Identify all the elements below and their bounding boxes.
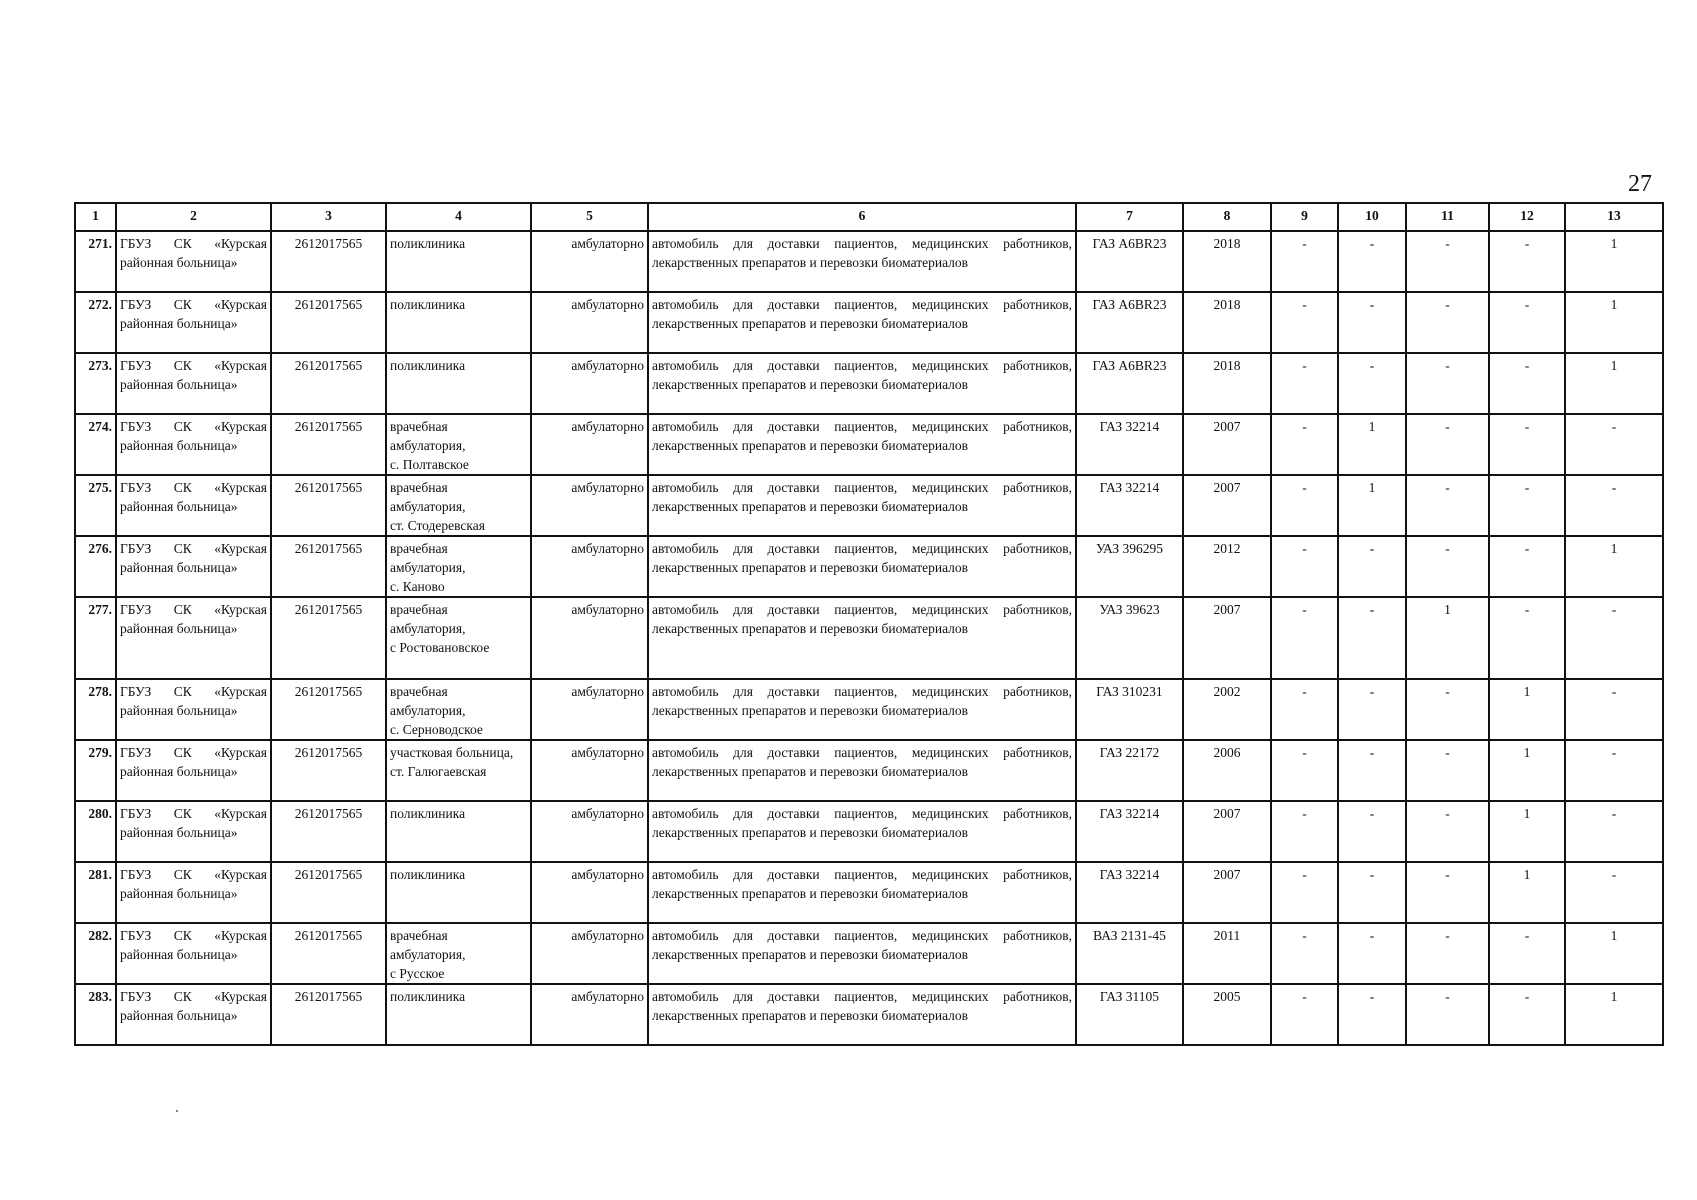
unit-line: врачебная xyxy=(390,928,448,943)
column-header: 1 xyxy=(75,203,116,231)
unit-cell xyxy=(386,801,531,862)
count-cell-9: - xyxy=(1271,740,1338,801)
vehicle-purpose-cell xyxy=(648,679,1076,740)
vehicle-purpose-line: лекарственных препаратов и перевозки биоматериалов xyxy=(652,703,969,718)
unit-line: амбулатория, xyxy=(390,947,466,962)
organization-cell xyxy=(116,679,271,740)
count-cell-10: - xyxy=(1338,740,1406,801)
vehicle-model-cell: УАЗ 396295 xyxy=(1076,536,1183,597)
table-row xyxy=(75,231,1663,292)
unit-cell xyxy=(386,740,531,801)
count-cell-12: - xyxy=(1489,536,1565,597)
vehicle-purpose-line: лекарственных препаратов и перевозки биоматериалов xyxy=(652,560,969,575)
unit-line: поликлиника xyxy=(390,989,466,1004)
count-cell-12: 1 xyxy=(1489,679,1565,740)
vehicle-model-cell: ГАЗ 32214 xyxy=(1076,414,1183,475)
count-cell-11: 1 xyxy=(1406,597,1489,679)
row-number: 276. xyxy=(75,536,116,597)
vehicle-model-cell: ГАЗ 32214 xyxy=(1076,862,1183,923)
vehicle-purpose-line: автомобиль для доставки пациентов, медицинских работников, xyxy=(652,867,1072,882)
vehicle-year-cell: 2007 xyxy=(1183,414,1271,475)
table-row xyxy=(75,597,1663,679)
column-header: 8 xyxy=(1183,203,1271,231)
unit-line: врачебная xyxy=(390,419,448,434)
count-cell-13: - xyxy=(1565,740,1663,801)
column-header: 11 xyxy=(1406,203,1489,231)
row-number: 278. xyxy=(75,679,116,740)
vehicle-year-cell: 2018 xyxy=(1183,292,1271,353)
count-cell-9: - xyxy=(1271,231,1338,292)
unit-line: с. Каново xyxy=(390,579,445,594)
count-cell-10: - xyxy=(1338,862,1406,923)
unit-line: врачебная xyxy=(390,480,448,495)
count-cell-10: - xyxy=(1338,597,1406,679)
row-number: 280. xyxy=(75,801,116,862)
unit-line: поликлиника xyxy=(390,297,466,312)
inn-cell: 2612017565 xyxy=(271,536,386,597)
unit-line: с. Полтавское xyxy=(390,457,469,472)
column-header: 9 xyxy=(1271,203,1338,231)
unit-line: поликлиника xyxy=(390,358,466,373)
unit-line: врачебная xyxy=(390,541,448,556)
care-mode-cell: амбулаторно xyxy=(531,862,648,923)
inn-cell: 2612017565 xyxy=(271,679,386,740)
row-number: 272. xyxy=(75,292,116,353)
vehicle-purpose-line: автомобиль для доставки пациентов, медицинских работников, xyxy=(652,236,1072,251)
count-cell-12: 1 xyxy=(1489,801,1565,862)
table-row xyxy=(75,292,1663,353)
vehicle-purpose-line: лекарственных препаратов и перевозки биоматериалов xyxy=(652,499,969,514)
unit-cell xyxy=(386,679,531,740)
vehicle-purpose-line: лекарственных препаратов и перевозки биоматериалов xyxy=(652,886,969,901)
vehicle-year-cell: 2012 xyxy=(1183,536,1271,597)
count-cell-13: 1 xyxy=(1565,984,1663,1045)
count-cell-11: - xyxy=(1406,414,1489,475)
vehicle-purpose-line: автомобиль для доставки пациентов, медицинских работников, xyxy=(652,745,1072,760)
vehicle-purpose-line: автомобиль для доставки пациентов, медицинских работников, xyxy=(652,602,1072,617)
unit-line: поликлиника xyxy=(390,806,466,821)
count-cell-12: 1 xyxy=(1489,740,1565,801)
organization-cell xyxy=(116,862,271,923)
vehicle-purpose-cell xyxy=(648,414,1076,475)
unit-line: с Русское xyxy=(390,966,445,981)
organization-cell xyxy=(116,353,271,414)
count-cell-11: - xyxy=(1406,862,1489,923)
organization-line: районная больница» xyxy=(120,703,238,718)
inn-cell: 2612017565 xyxy=(271,292,386,353)
organization-cell xyxy=(116,923,271,984)
count-cell-10: - xyxy=(1338,801,1406,862)
vehicle-purpose-line: лекарственных препаратов и перевозки биоматериалов xyxy=(652,255,969,270)
organization-cell xyxy=(116,475,271,536)
unit-cell xyxy=(386,923,531,984)
unit-cell xyxy=(386,292,531,353)
vehicle-purpose-cell xyxy=(648,292,1076,353)
care-mode-cell: амбулаторно xyxy=(531,475,648,536)
inn-cell: 2612017565 xyxy=(271,597,386,679)
count-cell-12: - xyxy=(1489,292,1565,353)
table-row xyxy=(75,414,1663,475)
vehicle-purpose-line: автомобиль для доставки пациентов, медицинских работников, xyxy=(652,541,1072,556)
vehicle-year-cell: 2018 xyxy=(1183,353,1271,414)
count-cell-12: - xyxy=(1489,597,1565,679)
organization-line: районная больница» xyxy=(120,825,238,840)
count-cell-10: - xyxy=(1338,679,1406,740)
organization-cell xyxy=(116,597,271,679)
organization-line: ГБУЗ СК «Курская xyxy=(120,480,267,495)
vehicle-purpose-line: автомобиль для доставки пациентов, медицинских работников, xyxy=(652,297,1072,312)
table-row xyxy=(75,536,1663,597)
organization-line: районная больница» xyxy=(120,886,238,901)
unit-cell xyxy=(386,862,531,923)
unit-line: амбулатория, xyxy=(390,438,466,453)
vehicle-year-cell: 2007 xyxy=(1183,475,1271,536)
vehicle-registry-table xyxy=(74,202,1664,1046)
unit-cell xyxy=(386,475,531,536)
organization-line: районная больница» xyxy=(120,499,238,514)
column-header: 13 xyxy=(1565,203,1663,231)
vehicle-purpose-line: лекарственных препаратов и перевозки биоматериалов xyxy=(652,764,969,779)
vehicle-year-cell: 2005 xyxy=(1183,984,1271,1045)
care-mode-cell: амбулаторно xyxy=(531,414,648,475)
vehicle-model-cell: ГАЗ А6BR23 xyxy=(1076,231,1183,292)
vehicle-purpose-cell xyxy=(648,231,1076,292)
count-cell-10: - xyxy=(1338,536,1406,597)
unit-line: амбулатория, xyxy=(390,560,466,575)
count-cell-10: - xyxy=(1338,292,1406,353)
page-number: 27 xyxy=(1628,171,1652,197)
unit-line: амбулатория, xyxy=(390,703,466,718)
column-header: 4 xyxy=(386,203,531,231)
column-header: 3 xyxy=(271,203,386,231)
vehicle-purpose-cell xyxy=(648,475,1076,536)
count-cell-11: - xyxy=(1406,740,1489,801)
row-number: 281. xyxy=(75,862,116,923)
organization-line: районная больница» xyxy=(120,316,238,331)
count-cell-11: - xyxy=(1406,679,1489,740)
vehicle-purpose-line: лекарственных препаратов и перевозки биоматериалов xyxy=(652,621,969,636)
count-cell-12: - xyxy=(1489,475,1565,536)
count-cell-11: - xyxy=(1406,801,1489,862)
count-cell-9: - xyxy=(1271,679,1338,740)
count-cell-11: - xyxy=(1406,923,1489,984)
unit-line: поликлиника xyxy=(390,236,466,251)
count-cell-13: - xyxy=(1565,801,1663,862)
vehicle-purpose-line: автомобиль для доставки пациентов, медицинских работников, xyxy=(652,928,1072,943)
care-mode-cell: амбулаторно xyxy=(531,984,648,1045)
unit-cell xyxy=(386,984,531,1045)
vehicle-model-cell: ГАЗ 31105 xyxy=(1076,984,1183,1045)
unit-line: амбулатория, xyxy=(390,499,466,514)
unit-cell xyxy=(386,536,531,597)
table-body xyxy=(75,231,1663,1045)
vehicle-purpose-line: лекарственных препаратов и перевозки биоматериалов xyxy=(652,1008,969,1023)
count-cell-9: - xyxy=(1271,292,1338,353)
organization-line: ГБУЗ СК «Курская xyxy=(120,928,267,943)
unit-line: поликлиника xyxy=(390,867,466,882)
count-cell-9: - xyxy=(1271,414,1338,475)
vehicle-purpose-line: автомобиль для доставки пациентов, медицинских работников, xyxy=(652,480,1072,495)
vehicle-purpose-line: лекарственных препаратов и перевозки биоматериалов xyxy=(652,316,969,331)
organization-cell xyxy=(116,740,271,801)
column-header: 6 xyxy=(648,203,1076,231)
count-cell-9: - xyxy=(1271,597,1338,679)
row-number: 282. xyxy=(75,923,116,984)
vehicle-purpose-line: лекарственных препаратов и перевозки биоматериалов xyxy=(652,947,969,962)
unit-line: ст. Галюгаевская xyxy=(390,764,487,779)
count-cell-12: - xyxy=(1489,923,1565,984)
vehicle-purpose-line: автомобиль для доставки пациентов, медицинских работников, xyxy=(652,419,1072,434)
table-row xyxy=(75,740,1663,801)
unit-line: врачебная xyxy=(390,684,448,699)
count-cell-13: 1 xyxy=(1565,536,1663,597)
column-header: 5 xyxy=(531,203,648,231)
care-mode-cell: амбулаторно xyxy=(531,679,648,740)
organization-line: ГБУЗ СК «Курская xyxy=(120,602,267,617)
count-cell-13: 1 xyxy=(1565,231,1663,292)
unit-cell xyxy=(386,597,531,679)
column-header: 7 xyxy=(1076,203,1183,231)
unit-line: с. Серноводское xyxy=(390,722,483,737)
unit-cell xyxy=(386,414,531,475)
vehicle-model-cell: ГАЗ 32214 xyxy=(1076,475,1183,536)
organization-line: ГБУЗ СК «Курская xyxy=(120,806,267,821)
vehicle-model-cell: ГАЗ 310231 xyxy=(1076,679,1183,740)
vehicle-purpose-cell xyxy=(648,597,1076,679)
count-cell-10: 1 xyxy=(1338,475,1406,536)
column-header: 2 xyxy=(116,203,271,231)
unit-line: с Ростовановское xyxy=(390,640,490,655)
count-cell-13: 1 xyxy=(1565,292,1663,353)
table-row xyxy=(75,353,1663,414)
count-cell-12: - xyxy=(1489,353,1565,414)
vehicle-model-cell: УАЗ 39623 xyxy=(1076,597,1183,679)
inn-cell: 2612017565 xyxy=(271,984,386,1045)
scan-speck xyxy=(176,1110,178,1112)
inn-cell: 2612017565 xyxy=(271,923,386,984)
vehicle-year-cell: 2007 xyxy=(1183,597,1271,679)
vehicle-purpose-cell xyxy=(648,740,1076,801)
count-cell-12: - xyxy=(1489,984,1565,1045)
care-mode-cell: амбулаторно xyxy=(531,923,648,984)
vehicle-purpose-cell xyxy=(648,862,1076,923)
count-cell-9: - xyxy=(1271,475,1338,536)
vehicle-purpose-line: лекарственных препаратов и перевозки биоматериалов xyxy=(652,438,969,453)
count-cell-10: 1 xyxy=(1338,414,1406,475)
organization-line: районная больница» xyxy=(120,1008,238,1023)
vehicle-year-cell: 2006 xyxy=(1183,740,1271,801)
vehicle-model-cell: ГАЗ 22172 xyxy=(1076,740,1183,801)
organization-line: ГБУЗ СК «Курская xyxy=(120,684,267,699)
inn-cell: 2612017565 xyxy=(271,801,386,862)
care-mode-cell: амбулаторно xyxy=(531,597,648,679)
count-cell-13: - xyxy=(1565,475,1663,536)
row-number: 271. xyxy=(75,231,116,292)
organization-cell xyxy=(116,414,271,475)
count-cell-12: 1 xyxy=(1489,862,1565,923)
vehicle-year-cell: 2011 xyxy=(1183,923,1271,984)
organization-line: ГБУЗ СК «Курская xyxy=(120,236,267,251)
inn-cell: 2612017565 xyxy=(271,475,386,536)
vehicle-purpose-cell xyxy=(648,923,1076,984)
unit-line: участковая больница, xyxy=(390,745,514,760)
vehicle-purpose-line: лекарственных препаратов и перевозки биоматериалов xyxy=(652,377,969,392)
count-cell-13: - xyxy=(1565,862,1663,923)
row-number: 273. xyxy=(75,353,116,414)
care-mode-cell: амбулаторно xyxy=(531,231,648,292)
count-cell-11: - xyxy=(1406,536,1489,597)
count-cell-13: 1 xyxy=(1565,353,1663,414)
inn-cell: 2612017565 xyxy=(271,414,386,475)
care-mode-cell: амбулаторно xyxy=(531,353,648,414)
table-row xyxy=(75,679,1663,740)
inn-cell: 2612017565 xyxy=(271,353,386,414)
inn-cell: 2612017565 xyxy=(271,862,386,923)
organization-line: ГБУЗ СК «Курская xyxy=(120,358,267,373)
count-cell-9: - xyxy=(1271,353,1338,414)
vehicle-purpose-line: автомобиль для доставки пациентов, медицинских работников, xyxy=(652,358,1072,373)
organization-line: районная больница» xyxy=(120,255,238,270)
count-cell-13: 1 xyxy=(1565,923,1663,984)
count-cell-10: - xyxy=(1338,923,1406,984)
table-row xyxy=(75,801,1663,862)
count-cell-11: - xyxy=(1406,984,1489,1045)
organization-line: ГБУЗ СК «Курская xyxy=(120,745,267,760)
vehicle-purpose-cell xyxy=(648,801,1076,862)
column-header: 12 xyxy=(1489,203,1565,231)
unit-line: врачебная xyxy=(390,602,448,617)
organization-line: районная больница» xyxy=(120,947,238,962)
column-header: 10 xyxy=(1338,203,1406,231)
count-cell-12: - xyxy=(1489,414,1565,475)
vehicle-model-cell: ГАЗ А6BR23 xyxy=(1076,292,1183,353)
count-cell-9: - xyxy=(1271,862,1338,923)
vehicle-purpose-line: автомобиль для доставки пациентов, медицинских работников, xyxy=(652,806,1072,821)
vehicle-year-cell: 2007 xyxy=(1183,801,1271,862)
vehicle-purpose-line: автомобиль для доставки пациентов, медицинских работников, xyxy=(652,989,1072,1004)
unit-cell xyxy=(386,231,531,292)
count-cell-10: - xyxy=(1338,231,1406,292)
organization-line: районная больница» xyxy=(120,377,238,392)
unit-line: амбулатория, xyxy=(390,621,466,636)
vehicle-purpose-cell xyxy=(648,353,1076,414)
table-row xyxy=(75,923,1663,984)
row-number: 279. xyxy=(75,740,116,801)
organization-line: ГБУЗ СК «Курская xyxy=(120,419,267,434)
row-number: 283. xyxy=(75,984,116,1045)
organization-cell xyxy=(116,801,271,862)
count-cell-11: - xyxy=(1406,292,1489,353)
count-cell-13: - xyxy=(1565,597,1663,679)
inn-cell: 2612017565 xyxy=(271,231,386,292)
vehicle-year-cell: 2018 xyxy=(1183,231,1271,292)
row-number: 275. xyxy=(75,475,116,536)
organization-line: районная больница» xyxy=(120,438,238,453)
row-number: 277. xyxy=(75,597,116,679)
column-number-row xyxy=(75,203,1663,231)
organization-line: районная больница» xyxy=(120,764,238,779)
count-cell-9: - xyxy=(1271,984,1338,1045)
count-cell-12: - xyxy=(1489,231,1565,292)
unit-cell xyxy=(386,353,531,414)
vehicle-year-cell: 2007 xyxy=(1183,862,1271,923)
organization-cell xyxy=(116,984,271,1045)
care-mode-cell: амбулаторно xyxy=(531,292,648,353)
table-row xyxy=(75,984,1663,1045)
vehicle-purpose-line: лекарственных препаратов и перевозки биоматериалов xyxy=(652,825,969,840)
inn-cell: 2612017565 xyxy=(271,740,386,801)
organization-cell xyxy=(116,292,271,353)
vehicle-purpose-line: автомобиль для доставки пациентов, медицинских работников, xyxy=(652,684,1072,699)
vehicle-purpose-cell xyxy=(648,536,1076,597)
vehicle-purpose-cell xyxy=(648,984,1076,1045)
organization-cell xyxy=(116,536,271,597)
count-cell-13: - xyxy=(1565,679,1663,740)
care-mode-cell: амбулаторно xyxy=(531,536,648,597)
vehicle-model-cell: ГАЗ 32214 xyxy=(1076,801,1183,862)
unit-line: ст. Стодеревская xyxy=(390,518,485,533)
count-cell-9: - xyxy=(1271,801,1338,862)
organization-line: ГБУЗ СК «Курская xyxy=(120,541,267,556)
count-cell-13: - xyxy=(1565,414,1663,475)
table-row xyxy=(75,862,1663,923)
count-cell-10: - xyxy=(1338,984,1406,1045)
organization-line: ГБУЗ СК «Курская xyxy=(120,989,267,1004)
organization-cell xyxy=(116,231,271,292)
count-cell-9: - xyxy=(1271,923,1338,984)
row-number: 274. xyxy=(75,414,116,475)
count-cell-9: - xyxy=(1271,536,1338,597)
organization-line: районная больница» xyxy=(120,560,238,575)
table-row xyxy=(75,475,1663,536)
organization-line: ГБУЗ СК «Курская xyxy=(120,867,267,882)
organization-line: районная больница» xyxy=(120,621,238,636)
count-cell-11: - xyxy=(1406,353,1489,414)
care-mode-cell: амбулаторно xyxy=(531,740,648,801)
vehicle-year-cell: 2002 xyxy=(1183,679,1271,740)
count-cell-11: - xyxy=(1406,231,1489,292)
vehicle-model-cell: ВАЗ 2131-45 xyxy=(1076,923,1183,984)
vehicle-model-cell: ГАЗ А6BR23 xyxy=(1076,353,1183,414)
care-mode-cell: амбулаторно xyxy=(531,801,648,862)
count-cell-10: - xyxy=(1338,353,1406,414)
organization-line: ГБУЗ СК «Курская xyxy=(120,297,267,312)
count-cell-11: - xyxy=(1406,475,1489,536)
